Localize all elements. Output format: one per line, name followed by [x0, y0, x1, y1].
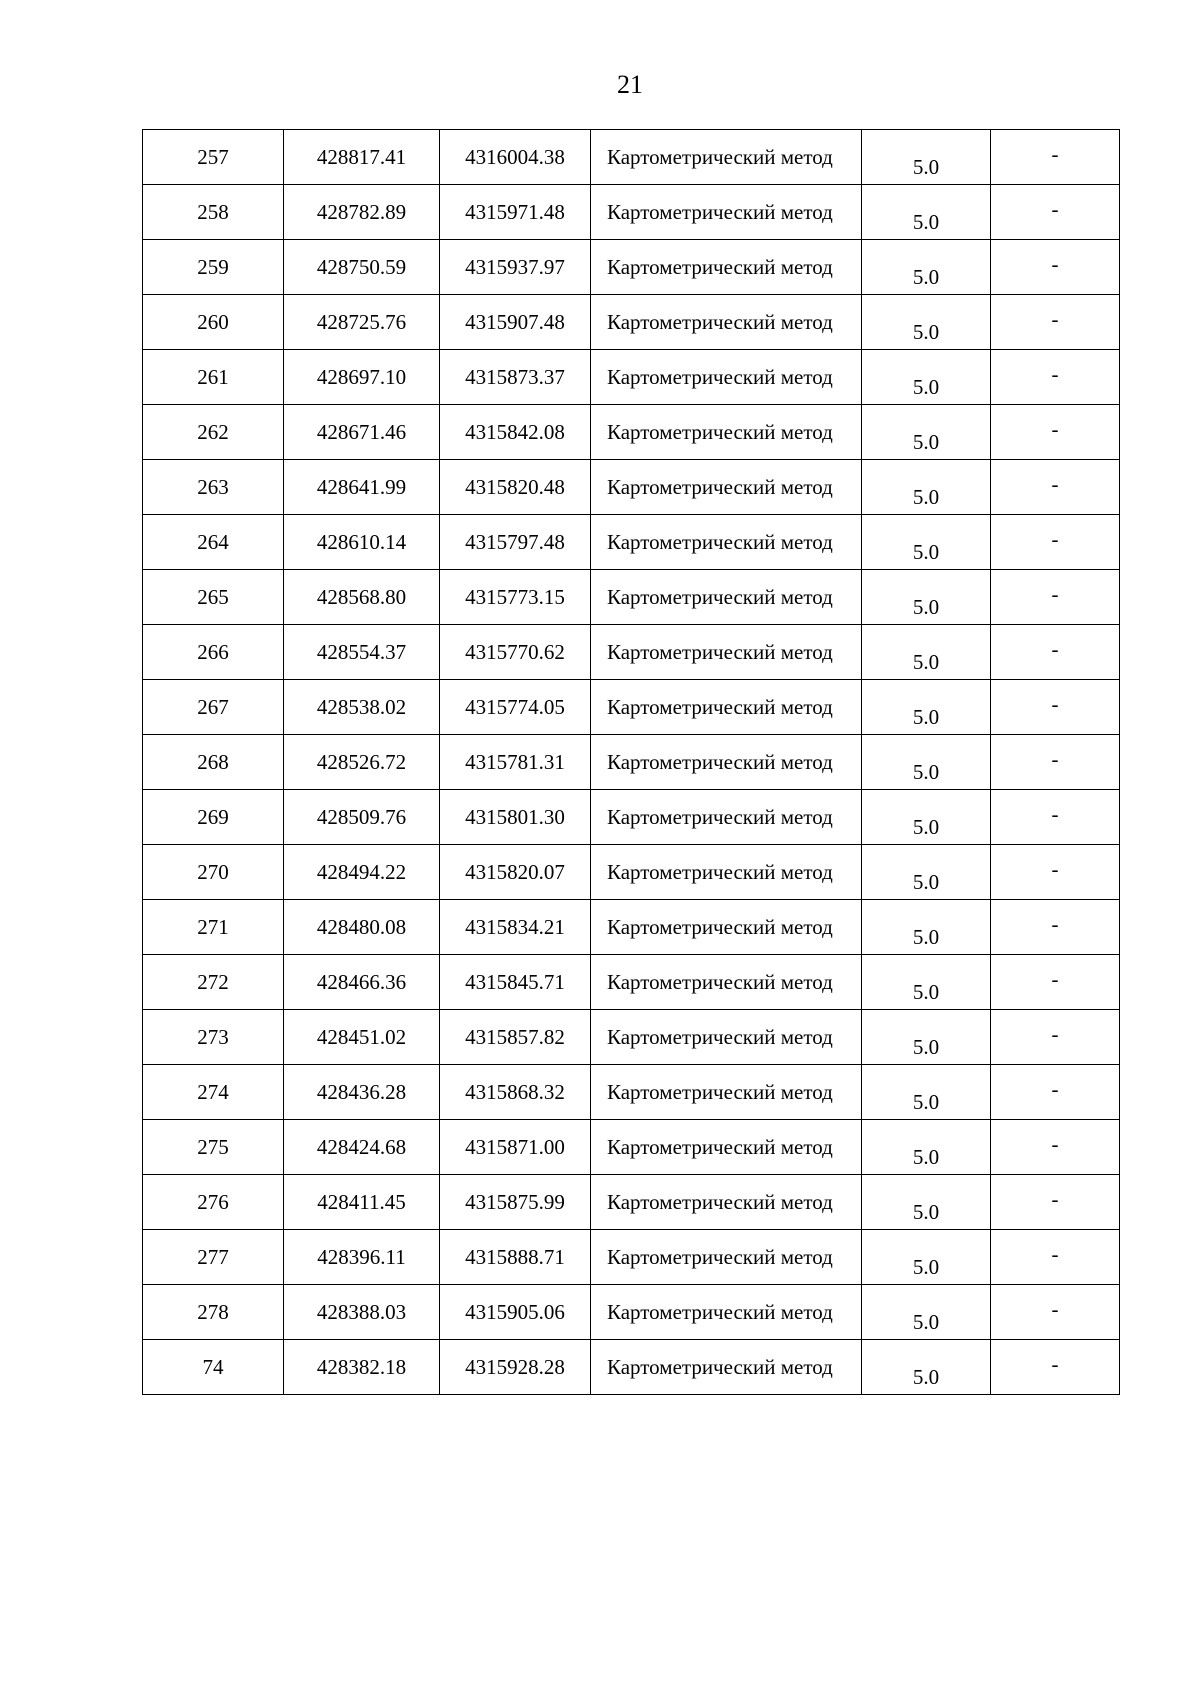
- point-number-cell: 277: [143, 1230, 284, 1285]
- page-number: 21: [617, 70, 643, 99]
- point-number-cell: 261: [143, 350, 284, 405]
- note-cell: -: [991, 735, 1120, 790]
- x-coordinate-cell: 428494.22: [284, 845, 440, 900]
- note-cell: -: [991, 460, 1120, 515]
- table-row: [143, 1120, 1120, 1175]
- note-cell: -: [991, 955, 1120, 1010]
- table-row: [143, 680, 1120, 735]
- method-cell: Картометрический метод: [591, 680, 862, 735]
- method-cell: Картометрический метод: [591, 1065, 862, 1120]
- table-row: [143, 735, 1120, 790]
- note-cell: -: [991, 185, 1120, 240]
- accuracy-cell: 5.0: [862, 845, 991, 900]
- accuracy-cell: 5.0: [862, 1230, 991, 1285]
- point-number-cell: 263: [143, 460, 284, 515]
- table-row: [143, 130, 1120, 185]
- method-cell: Картометрический метод: [591, 900, 862, 955]
- point-number-cell: 257: [143, 130, 284, 185]
- note-cell: -: [991, 845, 1120, 900]
- method-cell: Картометрический метод: [591, 130, 862, 185]
- table-row: [143, 625, 1120, 680]
- accuracy-cell: 5.0: [862, 1285, 991, 1340]
- table-row: [143, 845, 1120, 900]
- y-coordinate-cell: 4315868.32: [440, 1065, 591, 1120]
- point-number-cell: 278: [143, 1285, 284, 1340]
- x-coordinate-cell: 428388.03: [284, 1285, 440, 1340]
- note-cell: -: [991, 240, 1120, 295]
- note-cell: -: [991, 295, 1120, 350]
- table-row: [143, 955, 1120, 1010]
- x-coordinate-cell: 428554.37: [284, 625, 440, 680]
- x-coordinate-cell: 428782.89: [284, 185, 440, 240]
- y-coordinate-cell: 4315801.30: [440, 790, 591, 845]
- x-coordinate-cell: 428526.72: [284, 735, 440, 790]
- note-cell: -: [991, 130, 1120, 185]
- accuracy-cell: 5.0: [862, 1010, 991, 1065]
- method-cell: Картометрический метод: [591, 350, 862, 405]
- method-cell: Картометрический метод: [591, 1230, 862, 1285]
- note-cell: -: [991, 1340, 1120, 1395]
- x-coordinate-cell: 428382.18: [284, 1340, 440, 1395]
- method-cell: Картометрический метод: [591, 570, 862, 625]
- accuracy-cell: 5.0: [862, 350, 991, 405]
- method-cell: Картометрический метод: [591, 625, 862, 680]
- note-cell: -: [991, 1065, 1120, 1120]
- point-number-cell: 264: [143, 515, 284, 570]
- note-cell: -: [991, 900, 1120, 955]
- point-number-cell: 259: [143, 240, 284, 295]
- point-number-cell: 260: [143, 295, 284, 350]
- y-coordinate-cell: 4315797.48: [440, 515, 591, 570]
- y-coordinate-cell: 4315774.05: [440, 680, 591, 735]
- x-coordinate-cell: 428641.99: [284, 460, 440, 515]
- method-cell: Картометрический метод: [591, 955, 862, 1010]
- y-coordinate-cell: 4315928.28: [440, 1340, 591, 1395]
- y-coordinate-cell: 4315820.07: [440, 845, 591, 900]
- table-row: [143, 900, 1120, 955]
- note-cell: -: [991, 350, 1120, 405]
- note-cell: -: [991, 790, 1120, 845]
- y-coordinate-cell: 4315875.99: [440, 1175, 591, 1230]
- note-cell: -: [991, 1175, 1120, 1230]
- table-row: [143, 790, 1120, 845]
- y-coordinate-cell: 4315937.97: [440, 240, 591, 295]
- method-cell: Картометрический метод: [591, 185, 862, 240]
- note-cell: -: [991, 405, 1120, 460]
- x-coordinate-cell: 428509.76: [284, 790, 440, 845]
- x-coordinate-cell: 428750.59: [284, 240, 440, 295]
- accuracy-cell: 5.0: [862, 680, 991, 735]
- y-coordinate-cell: 4315842.08: [440, 405, 591, 460]
- y-coordinate-cell: 4315857.82: [440, 1010, 591, 1065]
- table-row: [143, 1285, 1120, 1340]
- table-row: [143, 295, 1120, 350]
- x-coordinate-cell: 428568.80: [284, 570, 440, 625]
- point-number-cell: 268: [143, 735, 284, 790]
- note-cell: -: [991, 680, 1120, 735]
- x-coordinate-cell: 428396.11: [284, 1230, 440, 1285]
- table-row: [143, 185, 1120, 240]
- accuracy-cell: 5.0: [862, 1120, 991, 1175]
- y-coordinate-cell: 4316004.38: [440, 130, 591, 185]
- method-cell: Картометрический метод: [591, 1285, 862, 1340]
- point-number-cell: 272: [143, 955, 284, 1010]
- accuracy-cell: 5.0: [862, 735, 991, 790]
- accuracy-cell: 5.0: [862, 625, 991, 680]
- x-coordinate-cell: 428538.02: [284, 680, 440, 735]
- point-number-cell: 275: [143, 1120, 284, 1175]
- x-coordinate-cell: 428725.76: [284, 295, 440, 350]
- point-number-cell: 258: [143, 185, 284, 240]
- y-coordinate-cell: 4315820.48: [440, 460, 591, 515]
- point-number-cell: 271: [143, 900, 284, 955]
- point-number-cell: 269: [143, 790, 284, 845]
- y-coordinate-cell: 4315845.71: [440, 955, 591, 1010]
- accuracy-cell: 5.0: [862, 295, 991, 350]
- note-cell: -: [991, 1120, 1120, 1175]
- accuracy-cell: 5.0: [862, 570, 991, 625]
- accuracy-cell: 5.0: [862, 1065, 991, 1120]
- table-row: [143, 350, 1120, 405]
- accuracy-cell: 5.0: [862, 405, 991, 460]
- note-cell: -: [991, 625, 1120, 680]
- point-number-cell: 276: [143, 1175, 284, 1230]
- accuracy-cell: 5.0: [862, 1340, 991, 1395]
- accuracy-cell: 5.0: [862, 790, 991, 845]
- x-coordinate-cell: 428671.46: [284, 405, 440, 460]
- accuracy-cell: 5.0: [862, 460, 991, 515]
- method-cell: Картометрический метод: [591, 240, 862, 295]
- x-coordinate-cell: 428411.45: [284, 1175, 440, 1230]
- table-row: [143, 1010, 1120, 1065]
- note-cell: -: [991, 1230, 1120, 1285]
- y-coordinate-cell: 4315871.00: [440, 1120, 591, 1175]
- x-coordinate-cell: 428817.41: [284, 130, 440, 185]
- table-row: [143, 405, 1120, 460]
- method-cell: Картометрический метод: [591, 1120, 862, 1175]
- method-cell: Картометрический метод: [591, 735, 862, 790]
- y-coordinate-cell: 4315907.48: [440, 295, 591, 350]
- x-coordinate-cell: 428697.10: [284, 350, 440, 405]
- method-cell: Картометрический метод: [591, 515, 862, 570]
- note-cell: -: [991, 515, 1120, 570]
- y-coordinate-cell: 4315770.62: [440, 625, 591, 680]
- y-coordinate-cell: 4315781.31: [440, 735, 591, 790]
- point-number-cell: 273: [143, 1010, 284, 1065]
- point-number-cell: 262: [143, 405, 284, 460]
- method-cell: Картометрический метод: [591, 1010, 862, 1065]
- method-cell: Картометрический метод: [591, 1175, 862, 1230]
- accuracy-cell: 5.0: [862, 955, 991, 1010]
- note-cell: -: [991, 1010, 1120, 1065]
- method-cell: Картометрический метод: [591, 1340, 862, 1395]
- y-coordinate-cell: 4315905.06: [440, 1285, 591, 1340]
- method-cell: Картометрический метод: [591, 790, 862, 845]
- table-row: [143, 570, 1120, 625]
- point-number-cell: 265: [143, 570, 284, 625]
- y-coordinate-cell: 4315888.71: [440, 1230, 591, 1285]
- accuracy-cell: 5.0: [862, 240, 991, 295]
- note-cell: -: [991, 1285, 1120, 1340]
- point-number-cell: 274: [143, 1065, 284, 1120]
- accuracy-cell: 5.0: [862, 130, 991, 185]
- x-coordinate-cell: 428480.08: [284, 900, 440, 955]
- y-coordinate-cell: 4315971.48: [440, 185, 591, 240]
- point-number-cell: 270: [143, 845, 284, 900]
- method-cell: Картометрический метод: [591, 460, 862, 515]
- x-coordinate-cell: 428466.36: [284, 955, 440, 1010]
- method-cell: Картометрический метод: [591, 295, 862, 350]
- method-cell: Картометрический метод: [591, 405, 862, 460]
- note-cell: -: [991, 570, 1120, 625]
- x-coordinate-cell: 428424.68: [284, 1120, 440, 1175]
- x-coordinate-cell: 428451.02: [284, 1010, 440, 1065]
- point-number-cell: 266: [143, 625, 284, 680]
- table-row: [143, 1175, 1120, 1230]
- table-row: [143, 1230, 1120, 1285]
- coordinates-table: [142, 129, 1120, 1395]
- y-coordinate-cell: 4315773.15: [440, 570, 591, 625]
- y-coordinate-cell: 4315873.37: [440, 350, 591, 405]
- x-coordinate-cell: 428610.14: [284, 515, 440, 570]
- table-row: [143, 515, 1120, 570]
- accuracy-cell: 5.0: [862, 1175, 991, 1230]
- x-coordinate-cell: 428436.28: [284, 1065, 440, 1120]
- table-row: [143, 240, 1120, 295]
- method-cell: Картометрический метод: [591, 845, 862, 900]
- accuracy-cell: 5.0: [862, 185, 991, 240]
- table-row: [143, 1065, 1120, 1120]
- accuracy-cell: 5.0: [862, 515, 991, 570]
- point-number-cell: 74: [143, 1340, 284, 1395]
- accuracy-cell: 5.0: [862, 900, 991, 955]
- table-row: [143, 460, 1120, 515]
- point-number-cell: 267: [143, 680, 284, 735]
- table-row: [143, 1340, 1120, 1395]
- table-body: [143, 130, 1120, 1395]
- y-coordinate-cell: 4315834.21: [440, 900, 591, 955]
